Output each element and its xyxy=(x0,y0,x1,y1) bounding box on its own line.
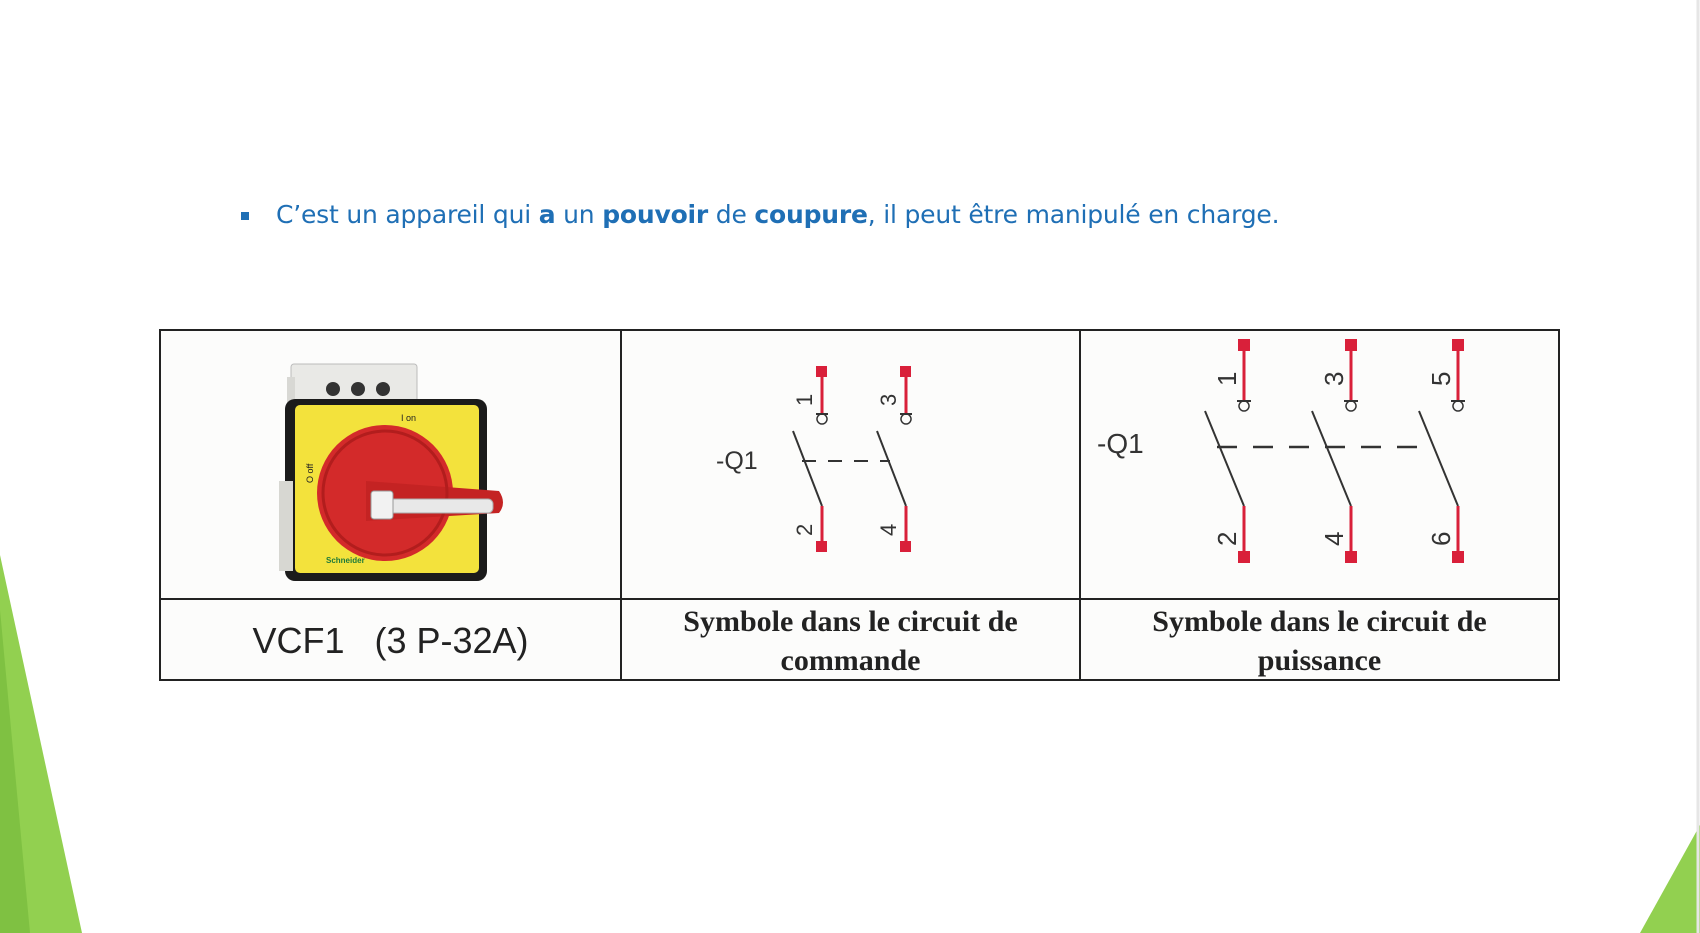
device-caption-text: VCF1 (3 P-32A) xyxy=(252,619,529,661)
terminal-square-icon xyxy=(1238,339,1250,351)
terminal-square-icon xyxy=(816,366,827,377)
terminal-label: 2 xyxy=(792,523,817,536)
terminal-label: 4 xyxy=(1319,531,1349,546)
terminal-label: 6 xyxy=(1426,531,1456,546)
control-symbol-diagram xyxy=(622,331,1079,598)
power-symbol-diagram xyxy=(1081,331,1558,598)
switch-blade xyxy=(1419,411,1458,506)
switch-blade xyxy=(877,431,906,506)
bullet-bold-pouvoir: pouvoir xyxy=(602,200,709,229)
power-caption-text xyxy=(1152,602,1486,680)
terminal-label: 1 xyxy=(792,393,817,406)
device-ref-label: -Q1 xyxy=(1097,428,1144,459)
bullet-text-part: C’est un appareil qui xyxy=(276,200,539,229)
contact-arc xyxy=(1239,401,1249,411)
contact-arc xyxy=(817,414,827,424)
terminal-label: 2 xyxy=(1212,531,1242,546)
bullet-text-part: un xyxy=(555,200,603,229)
terminal-label: 1 xyxy=(1212,371,1242,386)
terminal-label: 3 xyxy=(876,393,901,406)
screw-icon xyxy=(376,382,390,396)
device-photo-cell xyxy=(161,331,620,598)
control-caption-text xyxy=(683,602,1017,680)
control-caption-line2: commande xyxy=(780,643,921,677)
switch-blade xyxy=(793,431,822,506)
terminal-square-icon xyxy=(1452,339,1464,351)
green-corner-right xyxy=(1640,825,1700,933)
bullet-bold-coupure: coupure xyxy=(754,200,868,229)
power-caption xyxy=(1081,600,1558,681)
terminal-square-icon xyxy=(900,366,911,377)
terminal-label: 3 xyxy=(1319,371,1349,386)
bullet-bold-a: a xyxy=(538,200,556,229)
terminal-label: 4 xyxy=(876,523,901,536)
off-marking: O off xyxy=(305,463,315,483)
handle-lock xyxy=(377,499,493,513)
contact-arc xyxy=(901,414,911,424)
bullet-text-part: , il peut être manipulé en charge. xyxy=(867,200,1280,229)
rotary-switch-image xyxy=(161,331,620,598)
terminal-square-icon xyxy=(900,541,911,552)
control-symbol-cell xyxy=(622,331,1079,598)
square-bullet-icon xyxy=(241,212,249,220)
brand-logo: Schneider xyxy=(326,556,365,565)
switch-table xyxy=(159,329,1560,681)
device-caption xyxy=(161,600,620,681)
power-caption-line1: Symbole dans le circuit de xyxy=(1152,604,1487,638)
terminal-square-icon xyxy=(1452,551,1464,563)
contact-arc xyxy=(1346,401,1356,411)
control-caption-line1: Symbole dans le circuit de xyxy=(683,604,1018,638)
terminal-square-icon xyxy=(816,541,827,552)
power-caption-line2: puissance xyxy=(1257,643,1382,677)
rail-clip xyxy=(279,481,293,571)
lock-tab xyxy=(371,491,393,519)
bullet-text-part: de xyxy=(708,200,755,229)
terminal-label: 5 xyxy=(1426,371,1456,386)
screw-icon xyxy=(326,382,340,396)
terminal-square-icon xyxy=(1345,339,1357,351)
terminal-square-icon xyxy=(1238,551,1250,563)
contact-arc xyxy=(1453,401,1463,411)
switch-blade xyxy=(1312,411,1351,506)
control-caption xyxy=(622,600,1079,681)
terminal-square-icon xyxy=(1345,551,1357,563)
power-symbol-cell xyxy=(1081,331,1558,598)
device-ref-label: -Q1 xyxy=(716,447,758,475)
bullet-text xyxy=(276,200,1279,229)
screw-icon xyxy=(351,382,365,396)
on-marking: I on xyxy=(401,413,417,423)
switch-blade xyxy=(1205,411,1244,506)
